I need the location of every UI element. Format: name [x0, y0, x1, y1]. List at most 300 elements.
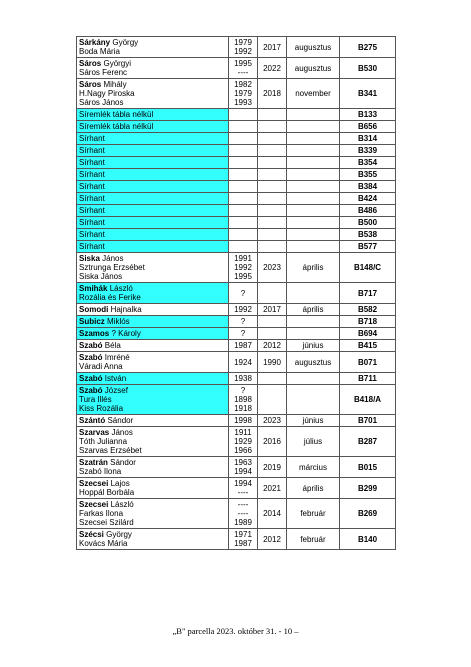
name-line — [79, 110, 226, 119]
name-line — [79, 437, 226, 446]
name-line — [79, 68, 226, 77]
surname: Szamos — [79, 329, 110, 338]
record-year-cell — [258, 316, 287, 328]
record-month-cell — [287, 133, 340, 145]
record-year-cell — [258, 217, 287, 229]
grave-code-cell: B140 — [340, 529, 396, 550]
name-cell — [77, 352, 229, 373]
year-of-death: 1898 — [234, 395, 252, 404]
given-name: Váradi Anna — [79, 362, 123, 371]
record-year-cell — [258, 145, 287, 157]
year-of-death: 1989 — [234, 518, 252, 527]
table-row — [77, 478, 396, 499]
record-year-cell: 2014 — [258, 499, 287, 529]
given-name: Síremlék tábla nélkül — [79, 122, 154, 131]
name-line — [79, 272, 226, 281]
name-line — [79, 254, 226, 263]
name-line — [79, 230, 226, 239]
grave-code-cell: B718 — [340, 316, 396, 328]
table-row — [77, 121, 396, 133]
name-line — [79, 353, 226, 362]
surname: Somodi — [79, 305, 109, 314]
years-cell — [229, 340, 258, 352]
year-of-death: 1995 — [234, 272, 252, 281]
name-line — [79, 416, 226, 425]
year-of-death: 1924 — [234, 357, 252, 367]
years-cell — [229, 283, 258, 304]
name-cell — [77, 217, 229, 229]
year-of-death: ? — [240, 317, 246, 326]
record-year-cell — [258, 133, 287, 145]
name-line — [79, 467, 226, 476]
table-row — [77, 352, 396, 373]
name-line — [79, 122, 226, 131]
name-line — [79, 479, 226, 488]
record-year-cell — [258, 157, 287, 169]
name-line — [79, 146, 226, 155]
years-cell — [229, 304, 258, 316]
surname: Szabó — [79, 353, 103, 362]
name-cell — [77, 133, 229, 145]
table-row — [77, 529, 396, 550]
given-name: István — [104, 374, 127, 383]
record-month-cell — [287, 328, 340, 340]
name-cell — [77, 145, 229, 157]
record-month-cell — [287, 157, 340, 169]
name-line — [79, 38, 226, 47]
grave-code-cell: B299 — [340, 478, 396, 499]
name-line — [79, 80, 226, 89]
name-line — [79, 374, 226, 383]
name-line — [79, 305, 226, 314]
table-row — [77, 145, 396, 157]
given-name: Imréné — [104, 353, 130, 362]
grave-code-cell: B071 — [340, 352, 396, 373]
name-line — [79, 404, 226, 413]
grave-code-cell: B355 — [340, 169, 396, 181]
given-name: Sírhant — [79, 158, 105, 167]
years-cell — [229, 253, 258, 283]
grave-code-cell: B015 — [340, 457, 396, 478]
record-month-cell — [287, 241, 340, 253]
table-row — [77, 427, 396, 457]
given-name: Sírhant — [79, 134, 105, 143]
name-cell — [77, 415, 229, 427]
record-year-cell — [258, 385, 287, 415]
record-year-cell: 2017 — [258, 37, 287, 58]
name-cell — [77, 340, 229, 352]
given-name: Sírhant — [79, 230, 105, 239]
name-cell — [77, 529, 229, 550]
given-name: Béla — [104, 341, 121, 350]
name-cell — [77, 478, 229, 499]
record-year-cell — [258, 181, 287, 193]
year-of-death: 1987 — [234, 539, 252, 548]
record-year-cell — [258, 121, 287, 133]
given-name: János — [102, 254, 124, 263]
years-cell — [229, 499, 258, 529]
table-row — [77, 169, 396, 181]
record-year-cell: 2023 — [258, 253, 287, 283]
name-cell — [77, 241, 229, 253]
year-of-death: 1918 — [234, 404, 252, 413]
year-of-death: 1929 — [234, 437, 252, 446]
given-name: Sírhant — [79, 218, 105, 227]
name-line — [79, 89, 226, 98]
given-name: József — [104, 386, 128, 395]
year-of-death: 1994 — [234, 479, 252, 488]
years-cell — [229, 181, 258, 193]
given-name: Hoppál Borbála — [79, 488, 135, 497]
name-cell — [77, 328, 229, 340]
year-of-death: 1971 — [234, 530, 252, 539]
grave-code-cell: B354 — [340, 157, 396, 169]
name-line — [79, 539, 226, 548]
years-cell — [229, 79, 258, 109]
table-row — [77, 373, 396, 385]
name-cell — [77, 37, 229, 58]
record-year-cell — [258, 328, 287, 340]
given-name: János — [111, 428, 133, 437]
grave-code-cell: B339 — [340, 145, 396, 157]
table-row — [77, 304, 396, 316]
grave-code-cell: B133 — [340, 109, 396, 121]
record-month-cell — [287, 373, 340, 385]
years-cell — [229, 229, 258, 241]
name-line — [79, 206, 226, 215]
table-row — [77, 328, 396, 340]
record-year-cell — [258, 283, 287, 304]
table-row — [77, 37, 396, 58]
name-cell — [77, 304, 229, 316]
given-name: Sáros János — [79, 98, 124, 107]
record-month-cell: február — [287, 499, 340, 529]
name-line — [79, 329, 226, 338]
given-name: Sírhant — [79, 206, 105, 215]
years-cell — [229, 328, 258, 340]
name-cell — [77, 457, 229, 478]
table-row — [77, 193, 396, 205]
record-month-cell — [287, 229, 340, 241]
grave-code-cell: B717 — [340, 283, 396, 304]
year-of-death: 1991 — [234, 254, 252, 263]
year-of-death: ? — [240, 329, 246, 338]
name-line — [79, 428, 226, 437]
year-of-death: 1994 — [234, 467, 252, 476]
given-name: H.Nagy Piroska — [79, 89, 135, 98]
grave-code-cell: B577 — [340, 241, 396, 253]
grave-code-cell: B287 — [340, 427, 396, 457]
grave-code-cell: B701 — [340, 415, 396, 427]
years-cell — [229, 373, 258, 385]
given-name: Sáros Ferenc — [79, 68, 128, 77]
grave-code-cell: B500 — [340, 217, 396, 229]
table-row — [77, 499, 396, 529]
years-cell — [229, 316, 258, 328]
record-month-cell: augusztus — [287, 352, 340, 373]
record-year-cell: 1990 — [258, 352, 287, 373]
grave-code-cell: B384 — [340, 181, 396, 193]
record-year-cell — [258, 241, 287, 253]
name-line — [79, 47, 226, 56]
grave-code-cell: B530 — [340, 58, 396, 79]
years-cell — [229, 529, 258, 550]
given-name: Hajnalka — [110, 305, 142, 314]
name-line — [79, 458, 226, 467]
year-of-death: 1998 — [234, 416, 252, 425]
year-of-death: 1938 — [234, 374, 252, 383]
name-cell — [77, 193, 229, 205]
record-month-cell — [287, 316, 340, 328]
record-month-cell — [287, 205, 340, 217]
years-cell — [229, 193, 258, 205]
name-line — [79, 98, 226, 107]
record-month-cell: június — [287, 415, 340, 427]
years-cell — [229, 457, 258, 478]
given-name: Rozália és Ferike — [79, 293, 141, 302]
given-name: László — [109, 284, 133, 293]
name-line — [79, 263, 226, 272]
name-line — [79, 341, 226, 350]
year-of-death: ? — [240, 386, 246, 395]
name-line — [79, 59, 226, 68]
year-of-death: 1979 — [234, 89, 252, 98]
years-cell — [229, 217, 258, 229]
name-cell — [77, 79, 229, 109]
years-cell — [229, 427, 258, 457]
given-name: Szecsei Szilárd — [79, 518, 134, 527]
table-row — [77, 316, 396, 328]
year-of-death: 1987 — [234, 341, 252, 350]
name-cell — [77, 169, 229, 181]
surname: Szecsei — [79, 500, 109, 509]
given-name: György — [112, 38, 139, 47]
year-of-death: 1992 — [234, 263, 252, 272]
years-cell — [229, 241, 258, 253]
record-year-cell — [258, 205, 287, 217]
name-line — [79, 500, 226, 509]
given-name: György — [106, 530, 132, 539]
record-year-cell: 2012 — [258, 340, 287, 352]
record-year-cell — [258, 169, 287, 181]
given-name: Kovács Mária — [79, 539, 128, 548]
surname: Szatrán — [79, 458, 108, 467]
surname: Sáros — [79, 80, 102, 89]
years-cell — [229, 415, 258, 427]
record-month-cell — [287, 283, 340, 304]
grave-code-cell: B314 — [340, 133, 396, 145]
record-year-cell — [258, 229, 287, 241]
name-line — [79, 182, 226, 191]
year-of-death: 1979 — [234, 38, 252, 47]
grave-code-cell: B694 — [340, 328, 396, 340]
given-name: Tóth Julianna — [79, 437, 128, 446]
name-line — [79, 530, 226, 539]
name-line — [79, 509, 226, 518]
grave-code-cell: B269 — [340, 499, 396, 529]
years-cell — [229, 352, 258, 373]
grave-register-rows — [77, 37, 396, 550]
record-month-cell: augusztus — [287, 58, 340, 79]
name-cell — [77, 499, 229, 529]
surname: Szarvas — [79, 428, 110, 437]
given-name: Mihály — [103, 80, 127, 89]
surname: Szabó — [79, 374, 103, 383]
name-cell — [77, 121, 229, 133]
grave-code-cell: B656 — [340, 121, 396, 133]
record-year-cell — [258, 109, 287, 121]
table-row — [77, 205, 396, 217]
record-year-cell: 2021 — [258, 478, 287, 499]
record-month-cell: március — [287, 457, 340, 478]
surname: Subicz — [79, 317, 105, 326]
given-name: Miklós — [107, 317, 130, 326]
name-line — [79, 317, 226, 326]
table-row — [77, 79, 396, 109]
table-row — [77, 157, 396, 169]
record-month-cell: augusztus — [287, 37, 340, 58]
surname: Szabó — [79, 341, 103, 350]
given-name: Sírhant — [79, 146, 105, 155]
record-month-cell: április — [287, 304, 340, 316]
record-year-cell: 2017 — [258, 304, 287, 316]
grave-code-cell: B341 — [340, 79, 396, 109]
record-month-cell — [287, 181, 340, 193]
grave-code-cell: B486 — [340, 205, 396, 217]
table-row — [77, 229, 396, 241]
given-name: Síremlék tábla nélkül — [79, 110, 154, 119]
years-cell — [229, 58, 258, 79]
given-name: Sztrunga Erzsébet — [79, 263, 145, 272]
given-name: Kiss Rozália — [79, 404, 124, 413]
year-of-death: 1982 — [234, 80, 252, 89]
name-cell — [77, 205, 229, 217]
name-cell — [77, 109, 229, 121]
record-year-cell — [258, 373, 287, 385]
name-line — [79, 518, 226, 527]
grave-code-cell: B418/A — [340, 385, 396, 415]
year-of-death: ---- — [237, 500, 249, 509]
grave-code-cell: B711 — [340, 373, 396, 385]
grave-code-cell: B538 — [340, 229, 396, 241]
record-year-cell: 2018 — [258, 79, 287, 109]
name-line — [79, 170, 226, 179]
year-of-death: 1911 — [234, 428, 252, 437]
name-line — [79, 242, 226, 251]
table-row — [77, 415, 396, 427]
grave-code-cell: B415 — [340, 340, 396, 352]
year-of-death: 1995 — [234, 59, 252, 68]
name-line — [79, 446, 226, 455]
grave-code-cell: B275 — [340, 37, 396, 58]
given-name: Tura Illés — [79, 395, 112, 404]
name-line — [79, 488, 226, 497]
name-cell — [77, 181, 229, 193]
given-name: Sírhant — [79, 194, 105, 203]
record-year-cell: 2012 — [258, 529, 287, 550]
table-row — [77, 241, 396, 253]
year-of-death: 1963 — [234, 458, 252, 467]
surname: Szécsi — [79, 530, 104, 539]
years-cell — [229, 37, 258, 58]
record-month-cell: február — [287, 529, 340, 550]
years-cell — [229, 109, 258, 121]
name-line — [79, 362, 226, 371]
surname: Sáros — [79, 59, 102, 68]
given-name: Györgyi — [103, 59, 132, 68]
name-cell — [77, 316, 229, 328]
table-row — [77, 217, 396, 229]
year-of-death: ---- — [237, 509, 249, 518]
record-month-cell — [287, 121, 340, 133]
years-cell — [229, 169, 258, 181]
table-row — [77, 385, 396, 415]
record-month-cell — [287, 385, 340, 415]
name-cell — [77, 373, 229, 385]
name-line — [79, 134, 226, 143]
table-row — [77, 181, 396, 193]
table-row — [77, 253, 396, 283]
year-of-death: ---- — [237, 488, 249, 497]
years-cell — [229, 133, 258, 145]
page-footer: „B" parcella 2023. október 31. - 10 – — [172, 626, 299, 636]
grave-code-cell: B148/C — [340, 253, 396, 283]
table-row — [77, 457, 396, 478]
name-line — [79, 293, 226, 302]
name-line — [79, 218, 226, 227]
record-year-cell: 2016 — [258, 427, 287, 457]
record-month-cell — [287, 145, 340, 157]
years-cell — [229, 205, 258, 217]
given-name: Sándor — [110, 458, 136, 467]
given-name: Lajos — [110, 479, 130, 488]
name-line — [79, 158, 226, 167]
years-cell — [229, 157, 258, 169]
given-name: László — [110, 500, 134, 509]
year-of-death: ? — [240, 288, 246, 298]
name-line — [79, 395, 226, 404]
table-row — [77, 58, 396, 79]
record-month-cell: november — [287, 79, 340, 109]
record-month-cell: július — [287, 427, 340, 457]
given-name: Siska János — [79, 272, 123, 281]
record-year-cell: 2022 — [258, 58, 287, 79]
surname: Szabó — [79, 386, 103, 395]
record-month-cell: április — [287, 253, 340, 283]
given-name: Sírhant — [79, 182, 105, 191]
given-name: Sándor — [107, 416, 134, 425]
record-year-cell — [258, 193, 287, 205]
table-row — [77, 109, 396, 121]
name-line — [79, 386, 226, 395]
name-line — [79, 284, 226, 293]
years-cell — [229, 478, 258, 499]
given-name: Sírhant — [79, 170, 105, 179]
grave-register-table — [76, 36, 396, 550]
record-month-cell: június — [287, 340, 340, 352]
year-of-death: 1993 — [234, 98, 252, 107]
table-row — [77, 133, 396, 145]
name-cell — [77, 283, 229, 304]
name-cell — [77, 253, 229, 283]
record-month-cell — [287, 109, 340, 121]
year-of-death: 1992 — [234, 47, 252, 56]
years-cell — [229, 145, 258, 157]
grave-code-cell: B582 — [340, 304, 396, 316]
year-of-death: 1992 — [234, 305, 252, 314]
record-year-cell: 2023 — [258, 415, 287, 427]
given-name: Boda Mária — [79, 47, 120, 56]
